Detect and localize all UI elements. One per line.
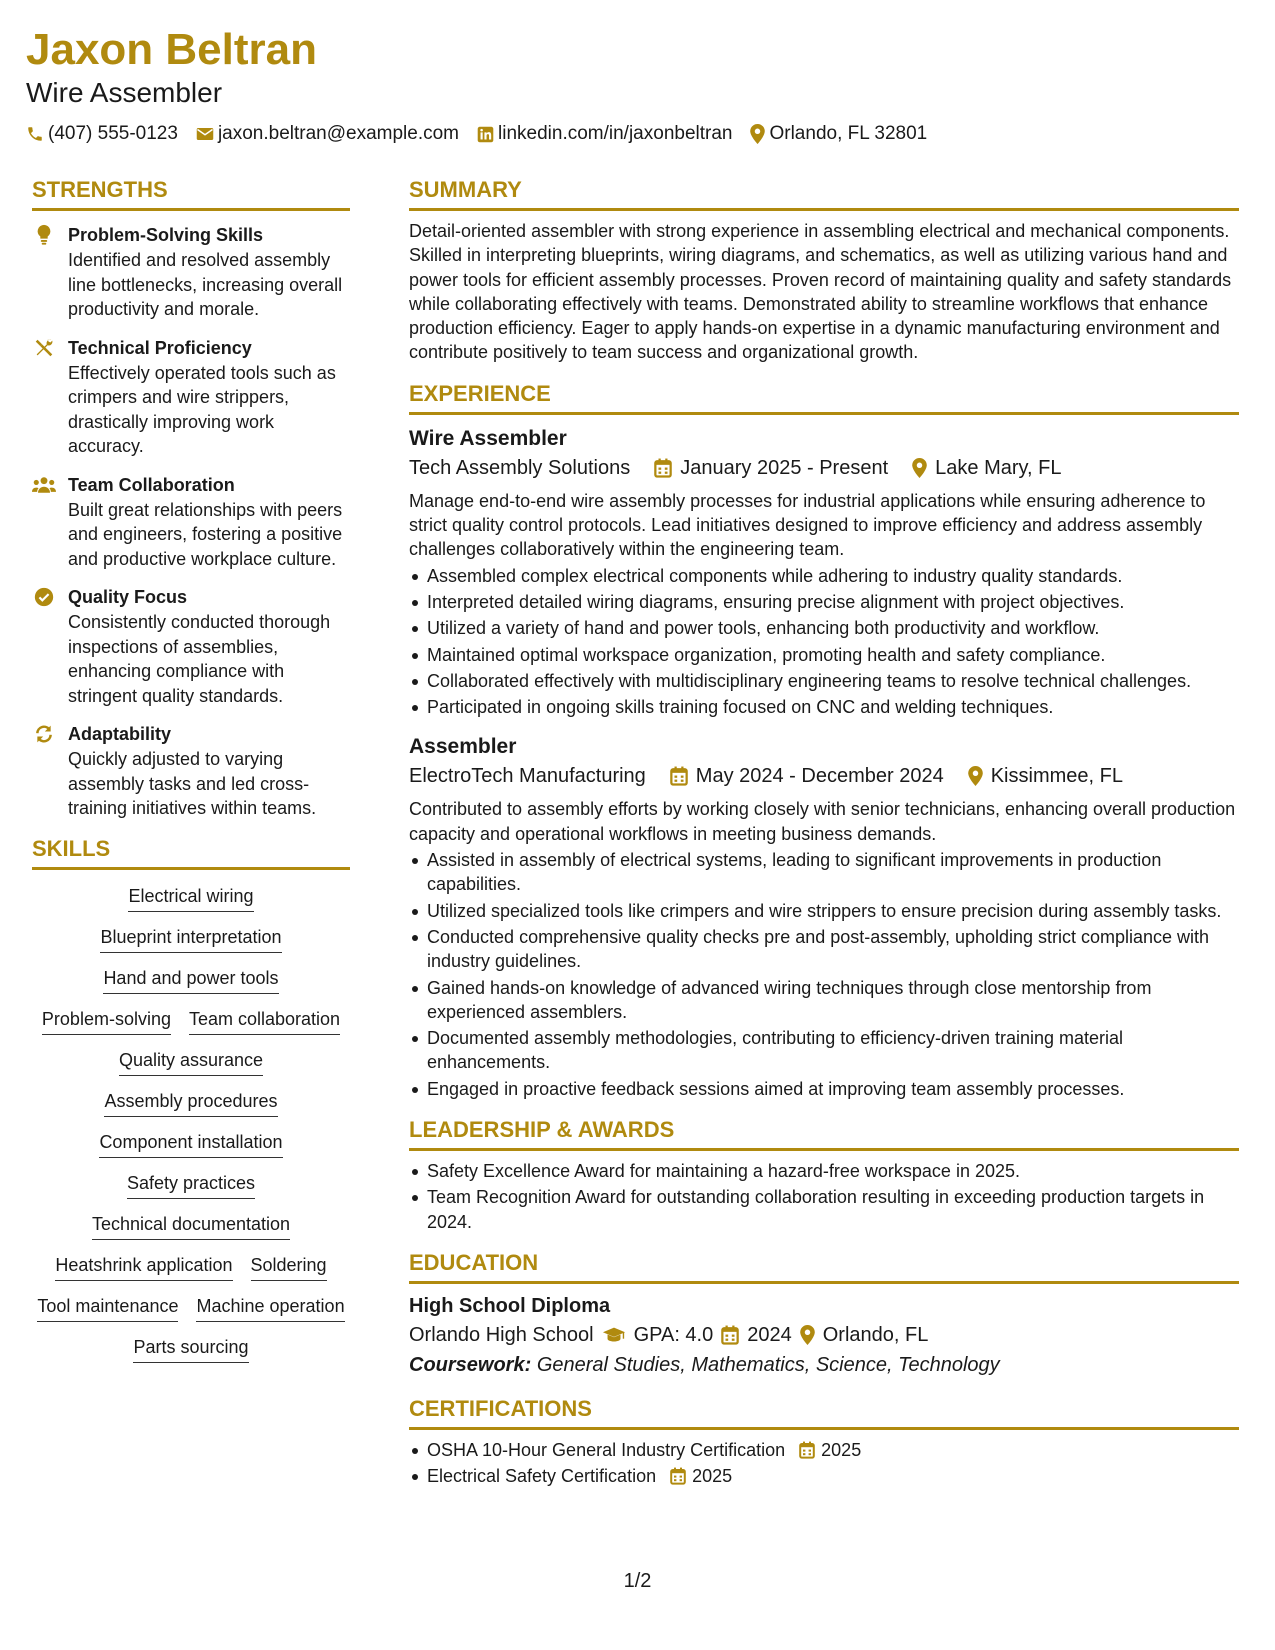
left-column — [32, 176, 350, 1363]
phone-text: (407) 555-0123 — [48, 123, 178, 144]
job-meta — [409, 761, 1239, 791]
certifications-list — [409, 1438, 1239, 1489]
list-item: Utilized a variety of hand and power tools, enhancing both productivity and workflow. — [409, 616, 1239, 640]
phone-icon — [26, 125, 44, 143]
lightbulb-icon — [32, 223, 56, 247]
strength-item — [32, 585, 350, 708]
graduation-year: 2024 — [747, 1323, 792, 1346]
strength-desc: Quickly adjusted to varying assembly tasks and led cross-training initiatives within teams. — [68, 749, 317, 818]
job-company: Tech Assembly Solutions — [409, 456, 631, 479]
leadership-list — [409, 1159, 1239, 1234]
map-pin-icon — [968, 766, 983, 786]
list-item — [409, 1438, 1239, 1462]
page-number: 1/2 — [623, 1570, 652, 1592]
calendar-icon — [654, 458, 672, 478]
list-item: Maintained optimal workspace organization, promoting health and safety compliance. — [409, 643, 1239, 667]
skill-tag: Hand and power tools — [103, 966, 278, 994]
strength-desc: Consistently conducted thorough inspections of assemblies, enhancing compliance with stringent quality standards. — [68, 612, 331, 706]
certifications-heading: CERTIFICATIONS — [409, 1395, 1239, 1430]
linkedin-text: linkedin.com/in/jaxonbeltran — [498, 123, 733, 144]
calendar-icon — [721, 1325, 739, 1345]
job-entry — [409, 425, 1239, 720]
skill-tag: Quality assurance — [119, 1048, 263, 1076]
job-dates: May 2024 - December 2024 — [695, 765, 944, 788]
skills-section — [32, 835, 350, 1363]
strength-item — [32, 473, 350, 572]
coursework-label: Coursework: — [409, 1353, 532, 1376]
strength-item — [32, 223, 350, 322]
strength-desc: Effectively operated tools such as crimpers and wire strippers, drastically improving work accuracy. — [68, 362, 336, 456]
skill-tag: Electrical wiring — [128, 884, 253, 912]
contact-row — [26, 122, 1246, 146]
candidate-role: Wire Assembler — [26, 77, 223, 108]
contact-phone[interactable] — [26, 122, 178, 146]
skill-tag: Assembly procedures — [104, 1089, 277, 1117]
job-location: Lake Mary, FL — [935, 456, 1062, 479]
skill-tag: Blueprint interpretation — [100, 925, 281, 953]
job-description: Contributed to assembly efforts by working closely with senior technicians, enhancing overall production capacity and operational workflows in meeting business demands. — [409, 799, 1236, 844]
list-item: Interpreted detailed wiring diagrams, ensuring precise alignment with project objectives. — [409, 590, 1239, 614]
list-item: Assisted in assembly of electrical systems, leading to significant improvements in production capabilities. — [409, 848, 1239, 897]
skills-heading: SKILLS — [32, 835, 350, 870]
list-item: Assembled complex electrical components while adhering to industry quality standards. — [409, 564, 1239, 588]
coursework-text: General Studies, Mathematics, Science, Technology — [536, 1353, 1000, 1376]
skill-tag: Team collaboration — [189, 1007, 340, 1035]
strength-title: Technical Proficiency — [68, 337, 252, 358]
calendar-icon — [799, 1441, 815, 1459]
tools-icon — [32, 336, 56, 360]
degree-title: High School Diploma — [409, 1294, 611, 1317]
skill-tag: Parts sourcing — [133, 1335, 248, 1363]
map-pin-icon — [912, 458, 927, 478]
list-item: Conducted comprehensive quality checks pre and post-assembly, upholding strict compliance with industry guidelines. — [409, 925, 1239, 974]
list-item: Team Recognition Award for outstanding collaboration resulting in exceeding production targets in 2024. — [409, 1185, 1239, 1234]
contact-location — [750, 122, 927, 146]
list-item: Engaged in proactive feedback sessions aimed at improving team assembly processes. — [409, 1077, 1239, 1101]
strength-item — [32, 722, 350, 821]
right-column — [409, 176, 1239, 1491]
skills-list — [32, 884, 350, 1363]
experience-section — [409, 380, 1239, 1101]
strength-title: Quality Focus — [68, 587, 188, 607]
certifications-section — [409, 1395, 1239, 1489]
strength-title: Team Collaboration — [68, 474, 235, 495]
experience-heading: EXPERIENCE — [409, 380, 1239, 415]
education-section — [409, 1249, 1239, 1380]
education-heading: EDUCATION — [409, 1249, 1239, 1284]
strength-item — [32, 336, 350, 459]
job-location: Kissimmee, FL — [990, 765, 1123, 788]
contact-email[interactable] — [196, 122, 459, 146]
skill-tag: Machine operation — [196, 1294, 344, 1322]
job-entry — [409, 733, 1239, 1101]
map-pin-icon — [800, 1325, 815, 1345]
list-item: Documented assembly methodologies, contributing to efficiency-driven training material enhancements. — [409, 1026, 1239, 1075]
calendar-icon — [670, 766, 688, 786]
email-text: jaxon.beltran@example.com — [217, 123, 460, 144]
job-company: ElectroTech Manufacturing — [409, 765, 646, 788]
linkedin-icon — [477, 126, 494, 143]
job-dates: January 2025 - Present — [680, 456, 889, 479]
leadership-heading: LEADERSHIP & AWARDS — [409, 1116, 1239, 1151]
users-icon — [32, 473, 56, 497]
strength-title: Adaptability — [68, 724, 172, 744]
school-location: Orlando, FL — [822, 1323, 929, 1346]
cert-name: Electrical Safety Certification — [427, 1466, 657, 1487]
cert-year: 2025 — [821, 1439, 862, 1460]
gpa-text: GPA: 4.0 — [633, 1323, 714, 1346]
skill-tag: Technical documentation — [92, 1212, 290, 1240]
job-title: Assembler — [409, 735, 517, 759]
job-description: Manage end-to-end wire assembly processes for industrial applications while ensuring adherence to strict quality control protocols. Lead initiatives designed to improve efficiency and address assembly challenges collaboratively within the engineering team. — [409, 490, 1206, 560]
strength-title: Problem-Solving Skills — [68, 225, 264, 245]
strengths-list — [32, 223, 350, 821]
envelope-icon — [196, 126, 214, 142]
skill-tag: Safety practices — [127, 1171, 255, 1199]
leadership-section — [409, 1116, 1239, 1234]
map-pin-icon — [750, 124, 765, 144]
contact-linkedin[interactable] — [477, 122, 732, 146]
list-item: Safety Excellence Award for maintaining a hazard-free workspace in 2025. — [409, 1159, 1239, 1183]
school-name: Orlando High School — [409, 1323, 594, 1346]
list-item: Utilized specialized tools like crimpers and wire strippers to ensure precision during assembly tasks. — [409, 899, 1239, 923]
cert-year: 2025 — [692, 1466, 733, 1487]
resume-header — [26, 26, 1246, 146]
skill-tag: Problem-solving — [42, 1007, 171, 1035]
summary-text: Detail-oriented assembler with strong experience in assembling electrical and mechanical components. Skilled in interpreting blueprints, wiring diagrams, and schematics, as well as utilizing various hand and power tools for efficient assembly processes. Proven record of maintaining quality and safety standards while collaborating effectively with teams. Demonstrated ability to streamline workflows that enhance production efficiency. Eager to apply hands-on expertise in a dynamic manufacturing environment and contribute positively to team success and organizational growth. — [409, 221, 1232, 363]
coursework — [409, 1350, 1239, 1380]
calendar-icon — [670, 1467, 686, 1485]
skill-tag: Soldering — [251, 1253, 327, 1281]
candidate-name: Jaxon Beltran — [26, 25, 317, 74]
check-circle-icon — [32, 585, 56, 609]
cert-name: OSHA 10-Hour General Industry Certification — [427, 1439, 786, 1460]
list-item — [409, 1464, 1239, 1488]
job-title: Wire Assembler — [409, 426, 567, 450]
strength-desc: Identified and resolved assembly line bottlenecks, increasing overall productivity and morale. — [68, 250, 343, 319]
summary-heading: SUMMARY — [409, 176, 1239, 211]
list-item: Participated in ongoing skills training focused on CNC and welding techniques. — [409, 695, 1239, 719]
location-text: Orlando, FL 32801 — [769, 123, 928, 144]
skill-tag: Heatshrink application — [55, 1253, 232, 1281]
education-meta — [409, 1320, 1239, 1350]
strengths-heading: STRENGTHS — [32, 176, 350, 211]
graduation-cap-icon — [602, 1326, 626, 1344]
skill-tag: Component installation — [99, 1130, 282, 1158]
job-bullets — [409, 564, 1239, 720]
refresh-icon — [32, 722, 56, 746]
job-meta — [409, 453, 1239, 483]
list-item: Collaborated effectively with multidisciplinary engineering teams to resolve technical challenges. — [409, 669, 1239, 693]
job-bullets — [409, 848, 1239, 1101]
list-item: Gained hands-on knowledge of advanced wiring techniques through close mentorship from experienced assemblers. — [409, 976, 1239, 1025]
skill-tag: Tool maintenance — [37, 1294, 178, 1322]
strength-desc: Built great relationships with peers and engineers, fostering a positive and productive workplace culture. — [68, 499, 343, 569]
